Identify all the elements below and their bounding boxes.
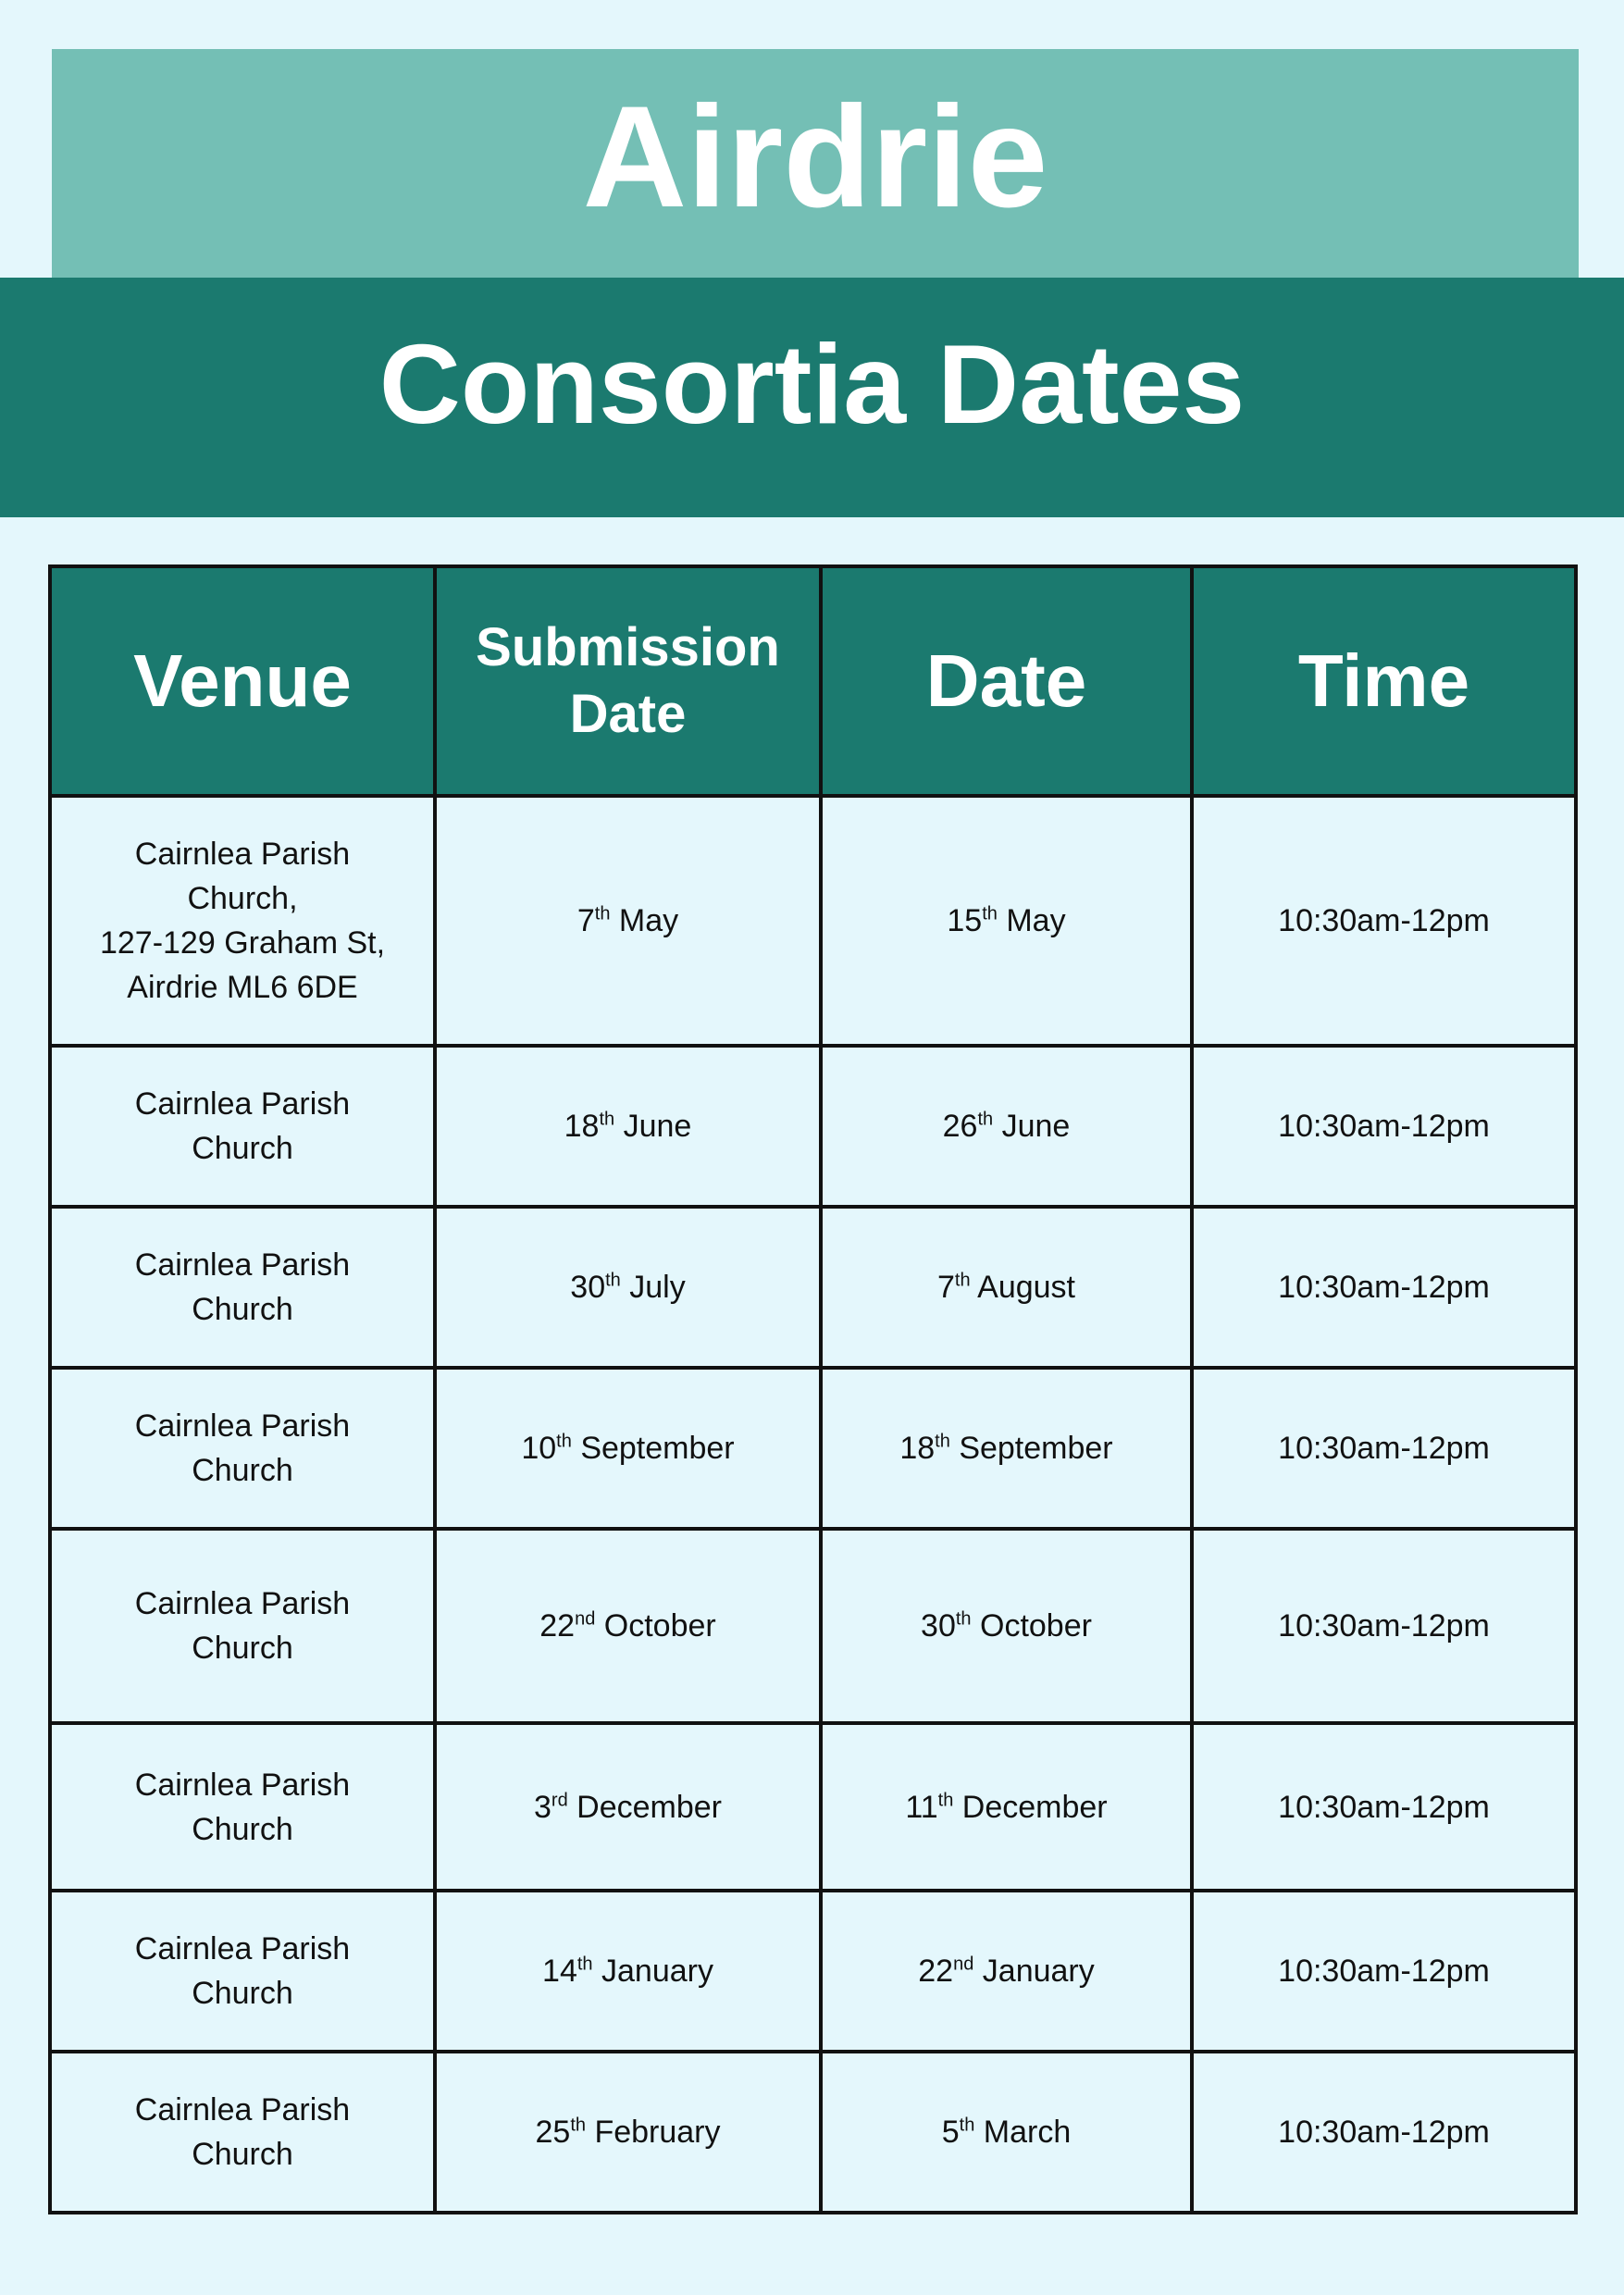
ordinal-suffix: th <box>982 903 998 924</box>
month-name: January <box>601 1954 713 1989</box>
date-cell <box>821 1891 1192 2052</box>
venue-cell <box>50 1046 435 1207</box>
venue-text <box>135 1243 350 1332</box>
column-header-time: Time <box>1192 566 1576 796</box>
ordinal-suffix: th <box>556 1431 572 1452</box>
table-row <box>50 1368 1576 1529</box>
month-name: December <box>961 1789 1108 1825</box>
month-name: July <box>629 1270 686 1305</box>
venue-line: Cairnlea Parish <box>134 1086 351 1122</box>
date-cell <box>821 1046 1192 1207</box>
month-name: September <box>959 1431 1113 1466</box>
time-cell: 10:30am-12pm <box>1192 796 1576 1046</box>
day-number: 3 <box>533 1789 552 1825</box>
ordinal-suffix: nd <box>953 1954 974 1975</box>
venue-line: Cairnlea Parish <box>134 2092 351 2128</box>
day-number: 22 <box>918 1954 954 1989</box>
month-name: May <box>1006 903 1066 938</box>
venue-line: Church <box>192 1811 293 1847</box>
time-cell: 10:30am-12pm <box>1192 2052 1576 2213</box>
venue-cell <box>50 796 435 1046</box>
ordinal-suffix: th <box>959 2115 975 2136</box>
consortia-dates-table <box>48 564 1578 2214</box>
venue-cell <box>50 1529 435 1723</box>
ordinal-suffix: th <box>570 2115 586 2136</box>
day-number: 30 <box>570 1270 606 1305</box>
table-header-row <box>50 566 1576 796</box>
ordinal-suffix: th <box>937 1790 954 1811</box>
ordinal-suffix: th <box>935 1431 950 1452</box>
day-number: 18 <box>899 1431 936 1466</box>
table-row <box>50 1891 1576 2052</box>
venue-line: Church <box>192 1292 293 1327</box>
submission-date-cell <box>435 1207 821 1368</box>
venue-line: Cairnlea Parish <box>134 1247 351 1283</box>
venue-text <box>135 1082 350 1171</box>
venue-text <box>135 1582 350 1670</box>
venue-cell <box>50 1891 435 2052</box>
month-name: June <box>1001 1109 1071 1144</box>
ordinal-suffix: th <box>605 1270 621 1291</box>
ordinal-suffix: th <box>576 1954 593 1975</box>
date-cell <box>821 1529 1192 1723</box>
submission-date-cell <box>435 1368 821 1529</box>
column-header-venue: Venue <box>50 566 435 796</box>
date-cell <box>821 796 1192 1046</box>
venue-text <box>135 1404 350 1493</box>
day-number: 22 <box>539 1608 576 1644</box>
time-cell: 10:30am-12pm <box>1192 1046 1576 1207</box>
day-number: 15 <box>947 903 983 938</box>
day-number: 11 <box>905 1789 938 1825</box>
time-cell: 10:30am-12pm <box>1192 1368 1576 1529</box>
venue-text <box>135 2088 350 2177</box>
venue-line: Cairnlea Parish <box>134 1586 351 1621</box>
date-cell <box>821 1368 1192 1529</box>
ordinal-suffix: th <box>977 1109 994 1130</box>
venue-line: Cairnlea Parish <box>134 837 351 872</box>
venue-line: Church <box>192 1131 293 1166</box>
submission-date-cell <box>435 796 821 1046</box>
submission-date-cell <box>435 2052 821 2213</box>
month-name: August <box>977 1270 1076 1305</box>
submission-date-cell <box>435 1723 821 1891</box>
venue-line: Church, <box>187 881 298 916</box>
day-number: 26 <box>942 1109 978 1144</box>
day-number: 30 <box>921 1608 956 1644</box>
venue-line: Church <box>192 1631 293 1666</box>
venue-line: Cairnlea Parish <box>134 1931 351 1966</box>
month-name: March <box>983 2115 1072 2150</box>
table-row <box>50 796 1576 1046</box>
venue-line: Airdrie ML6 6DE <box>127 970 358 1005</box>
time-cell: 10:30am-12pm <box>1192 1723 1576 1891</box>
ordinal-suffix: rd <box>551 1790 568 1811</box>
table-row <box>50 1046 1576 1207</box>
column-header-date: Date <box>821 566 1192 796</box>
column-header-submission-date: Submission Date <box>435 566 821 796</box>
venue-line: Church <box>192 1453 293 1488</box>
table-row <box>50 1207 1576 1368</box>
date-cell <box>821 1723 1192 1891</box>
day-number: 14 <box>542 1954 577 1989</box>
venue-cell <box>50 1723 435 1891</box>
date-cell <box>821 2052 1192 2213</box>
month-name: October <box>603 1608 716 1644</box>
day-number: 7 <box>936 1270 955 1305</box>
month-name: December <box>576 1789 722 1825</box>
table-row <box>50 1529 1576 1723</box>
venue-line: 127-129 Graham St, <box>99 925 386 961</box>
submission-date-cell <box>435 1891 821 2052</box>
month-name: May <box>618 903 679 938</box>
venue-cell <box>50 1368 435 1529</box>
table-row <box>50 2052 1576 2213</box>
day-number: 18 <box>564 1109 600 1144</box>
month-name: September <box>580 1431 735 1466</box>
ordinal-suffix: th <box>594 903 611 924</box>
venue-line: Church <box>192 2137 293 2172</box>
venue-cell <box>50 2052 435 2213</box>
ordinal-suffix: th <box>954 1270 971 1291</box>
venue-cell <box>50 1207 435 1368</box>
day-number: 7 <box>576 903 595 938</box>
venue-line: Cairnlea Parish <box>134 1408 351 1444</box>
month-name: February <box>594 2115 721 2150</box>
title-banner <box>52 49 1579 278</box>
venue-text <box>100 832 385 1010</box>
day-number: 25 <box>535 2115 571 2150</box>
time-cell: 10:30am-12pm <box>1192 1529 1576 1723</box>
ordinal-suffix: th <box>599 1109 615 1130</box>
month-name: October <box>980 1608 1092 1644</box>
table-row <box>50 1723 1576 1891</box>
day-number: 10 <box>521 1431 557 1466</box>
date-cell <box>821 1207 1192 1368</box>
month-name: January <box>982 1954 1095 1989</box>
day-number: 5 <box>941 2115 960 2150</box>
time-cell: 10:30am-12pm <box>1192 1207 1576 1368</box>
table-body <box>50 796 1576 2213</box>
time-cell: 10:30am-12pm <box>1192 1891 1576 2052</box>
page-title: Airdrie <box>582 77 1048 238</box>
venue-text <box>135 1927 350 2016</box>
venue-line: Church <box>192 1976 293 2011</box>
page-subtitle: Consortia Dates <box>378 321 1246 447</box>
venue-text <box>135 1763 350 1852</box>
ordinal-suffix: th <box>955 1608 972 1630</box>
submission-date-cell <box>435 1046 821 1207</box>
submission-date-cell <box>435 1529 821 1723</box>
subtitle-banner <box>0 278 1624 517</box>
venue-line: Cairnlea Parish <box>134 1767 351 1803</box>
ordinal-suffix: nd <box>575 1608 596 1630</box>
month-name: June <box>623 1109 692 1144</box>
